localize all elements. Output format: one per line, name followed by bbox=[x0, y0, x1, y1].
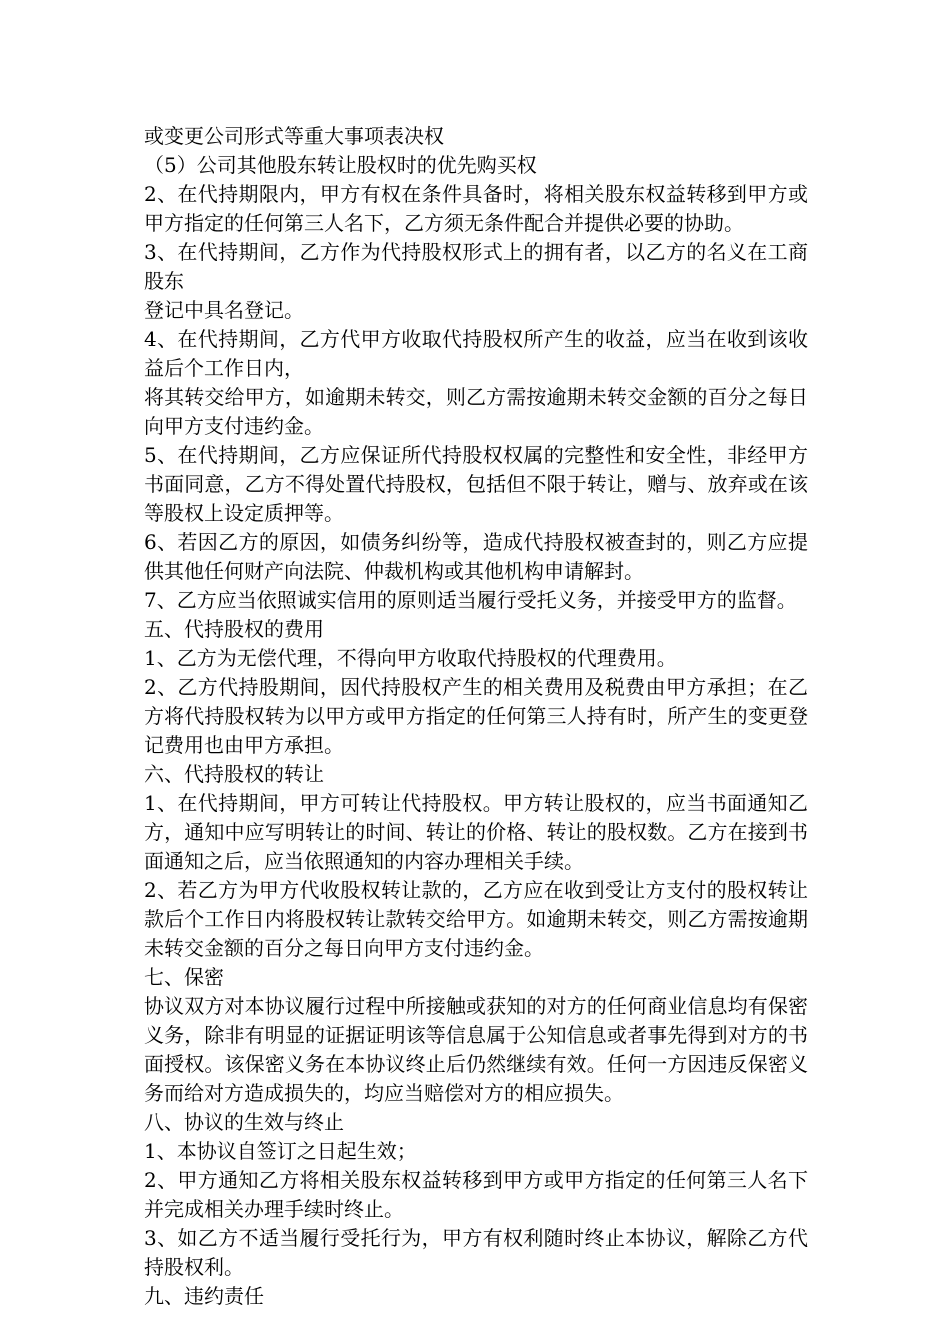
clause-paragraph: 6、若因乙方的原因，如债务纠纷等，造成代持股权被查封的，则乙方应提供其他任何财产向法院、仲裁机构或其他机构申请解封。 bbox=[144, 530, 808, 583]
clause-paragraph: 3、如乙方不适当履行受托行为，甲方有权利随时终止本协议，解除乙方代持股权利。 bbox=[144, 1226, 808, 1279]
section-heading: 八、协议的生效与终止 bbox=[144, 1110, 344, 1134]
text-line: 登记中具名登记。 bbox=[144, 298, 304, 322]
clause-paragraph: 2、若乙方为甲方代收股权转让款的，乙方应在收到受让方支付的股权转让款后个工作日内将股权转让款转交给甲方。如逾期未转交，则乙方需按逾期未转交金额的百分之每日向甲方支付违约金。 bbox=[144, 878, 808, 960]
clause-paragraph: 1、在代持期间，甲方可转让代持股权。甲方转让股权的，应当书面通知乙方，通知中应写明转让的时间、转让的价格、转让的股权数。乙方在接到书面通知之后，应当依照通知的内容办理相关手续。 bbox=[144, 791, 808, 873]
clause-paragraph: 5、在代持期间，乙方应保证所代持股权权属的完整性和安全性，非经甲方书面同意，乙方不得处置代持股权，包括但不限于转让，赠与、放弃或在该等股权上设定质押等。 bbox=[144, 443, 808, 525]
section-heading: 六、代持股权的转让 bbox=[144, 762, 324, 786]
text-line: 或变更公司形式等重大事项表决权 bbox=[144, 124, 444, 148]
clause-paragraph: 1、乙方为无偿代理，不得向甲方收取代持股权的代理费用。 bbox=[144, 646, 677, 670]
section-heading: 五、代持股权的费用 bbox=[144, 617, 324, 641]
list-item: （5）公司其他股东转让股权时的优先购买权 bbox=[144, 153, 537, 177]
clause-paragraph: 协议双方对本协议履行过程中所接触或获知的对方的任何商业信息均有保密义务，除非有明显的证据证明该等信息属于公知信息或者事先得到对方的书面授权。该保密义务在本协议终止后仍然继续有效。任何一方因违反保密义务而给对方造成损失的，均应当赔偿对方的相应损失。 bbox=[144, 994, 808, 1105]
clause-paragraph: 1、本协议自签订之日起生效； bbox=[144, 1139, 417, 1163]
section-heading: 七、保密 bbox=[144, 965, 224, 989]
document-page bbox=[144, 122, 808, 1311]
clause-paragraph: 2、在代持期限内，甲方有权在条件具备时，将相关股东权益转移到甲方或甲方指定的任何第三人名下，乙方须无条件配合并提供必要的协助。 bbox=[144, 182, 808, 235]
clause-paragraph: 将其转交给甲方，如逾期未转交，则乙方需按逾期未转交金额的百分之每日向甲方支付违约金。 bbox=[144, 385, 808, 438]
clause-paragraph: 2、甲方通知乙方将相关股东权益转移到甲方或甲方指定的任何第三人名下并完成相关办理手续时终止。 bbox=[144, 1168, 808, 1221]
clause-paragraph: 3、在代持期间，乙方作为代持股权形式上的拥有者，以乙方的名义在工商股东 bbox=[144, 240, 808, 293]
clause-paragraph: 7、乙方应当依照诚实信用的原则适当履行受托义务，并接受甲方的监督。 bbox=[144, 588, 797, 612]
section-heading: 九、违约责任 bbox=[144, 1284, 264, 1308]
clause-paragraph: 2、乙方代持股期间，因代持股权产生的相关费用及税费由甲方承担；在乙方将代持股权转为以甲方或甲方指定的任何第三人持有时，所产生的变更登记费用也由甲方承担。 bbox=[144, 675, 808, 757]
clause-paragraph: 4、在代持期间，乙方代甲方收取代持股权所产生的收益，应当在收到该收益后个工作日内， bbox=[144, 327, 808, 380]
